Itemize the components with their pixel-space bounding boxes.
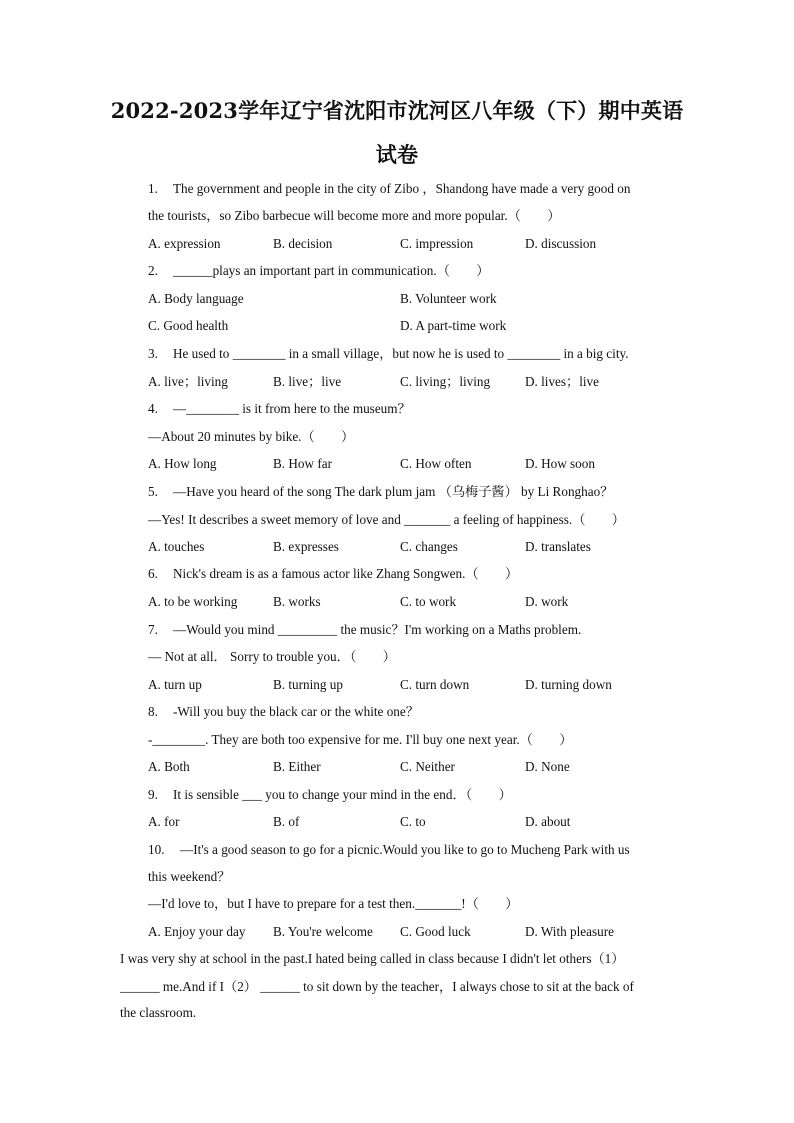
question-number: 8. [148,704,158,719]
option-c[interactable]: C. Good health [148,318,229,333]
question-7-stem-cont: — Not at all． Sorry to trouble you．（ ） [148,649,396,664]
option-d[interactable]: D. None [525,759,570,774]
option-b[interactable]: B. works [273,594,321,609]
option-d[interactable]: D. about [525,814,571,829]
option-b[interactable]: B. expresses [273,539,339,554]
option-d[interactable]: D. work [525,594,569,609]
option-c[interactable]: C. How often [400,456,472,471]
option-c[interactable]: C. to work [400,594,457,609]
option-b[interactable]: B. How far [273,456,332,471]
passage-line: ______ me.And if I（2） ______ to sit down by the teacher，I always chose to sit at the back of [120,979,634,994]
question-1-stem: 1. The government and people in the city of Zibo ，Shandong have made a very good on [148,181,631,196]
question-2-stem: 2. ______plays an important part in communication.（ ） [148,263,490,278]
option-a[interactable]: A. for [148,814,180,829]
question-5-stem: 5. —Have you heard of the song The dark plum jam （乌梅子酱） by Li Ronghao？ [148,484,614,499]
option-b[interactable]: B. Volunteer work [400,291,497,306]
page-title: 2022-2023学年辽宁省沈阳市沈河区八年级（下）期中英语 [110,98,684,123]
option-d[interactable]: D. turning down [525,677,612,692]
question-number: 3. [148,346,158,361]
option-c[interactable]: C. impression [400,236,474,251]
option-c[interactable]: C. living；living [400,374,491,389]
option-a[interactable]: A. expression [148,236,221,251]
question-number: 5. [148,484,158,499]
passage-line: the classroom. [120,1005,197,1020]
option-c[interactable]: C. Neither [400,759,455,774]
page-title-continued: 试卷 [375,142,419,167]
option-b[interactable]: B. of [273,814,300,829]
question-number: 10. [148,842,165,857]
question-10-stem-cont-2: —I'd love to，but I have to prepare for a test then._______!（ ） [148,896,519,911]
option-a[interactable]: A. Body language [148,291,244,306]
option-b[interactable]: B. You're welcome [273,924,373,939]
option-a[interactable]: A. turn up [148,677,202,692]
question-number: 4. [148,401,158,416]
option-a[interactable]: A. live；living [148,374,228,389]
question-3-stem: 3. He used to ________ in a small village，but now he is used to ________ in a big city. [148,346,629,361]
option-d[interactable]: D. How soon [525,456,595,471]
option-a[interactable]: A. How long [148,456,217,471]
question-8-stem-cont: -________. They are both too expensive for me. I'll buy one next year.（ ） [148,732,573,747]
option-d[interactable]: D. translates [525,539,591,554]
question-9-stem: 9. It is sensible ___ you to change your mind in the end．（ ） [148,787,512,802]
option-a[interactable]: A. Both [148,759,190,774]
option-d[interactable]: D. lives；live [525,374,599,389]
option-b[interactable]: B. turning up [273,677,343,692]
option-c[interactable]: C. Good luck [400,924,471,939]
option-b[interactable]: B. live；live [273,374,342,389]
option-c[interactable]: C. changes [400,539,458,554]
question-10-stem-cont: this weekend？ [148,869,231,884]
option-b[interactable]: B. decision [273,236,333,251]
question-4-stem-cont: —About 20 minutes by bike.（ ） [148,429,355,444]
question-number: 2. [148,263,158,278]
question-8-stem: 8. -Will you buy the black car or the white one？ [148,704,419,719]
option-a[interactable]: A. Enjoy your day [148,924,246,939]
question-10-stem: 10. —It's a good season to go for a picnic.Would you like to go to Mucheng Park with us [148,842,630,857]
option-c[interactable]: C. turn down [400,677,470,692]
passage-line: I was very shy at school in the past.I hated being called in class because I didn't let others（1） [120,951,625,966]
option-b[interactable]: B. Either [273,759,321,774]
option-c[interactable]: C. to [400,814,426,829]
question-6-stem: 6. Nick's dream is as a famous actor like Zhang Songwen.（ ） [148,566,519,581]
question-number: 9. [148,787,158,802]
question-4-stem: 4. —________ is it from here to the museum？ [148,401,411,416]
option-a[interactable]: A. to be working [148,594,238,609]
question-7-stem: 7. —Would you mind _________ the music？I'm working on a Maths problem. [148,622,582,637]
question-number: 6. [148,566,158,581]
question-number: 7. [148,622,158,637]
option-d[interactable]: D. discussion [525,236,597,251]
option-d[interactable]: D. With pleasure [525,924,614,939]
option-d[interactable]: D. A part-time work [400,318,507,333]
question-1-stem-cont: the tourists，so Zibo barbecue will become more and more popular.（ ） [148,208,561,223]
option-a[interactable]: A. touches [148,539,205,554]
question-number: 1. [148,181,158,196]
question-5-stem-cont: —Yes! It describes a sweet memory of love and _______ a feeling of happiness.（ ） [148,512,625,527]
